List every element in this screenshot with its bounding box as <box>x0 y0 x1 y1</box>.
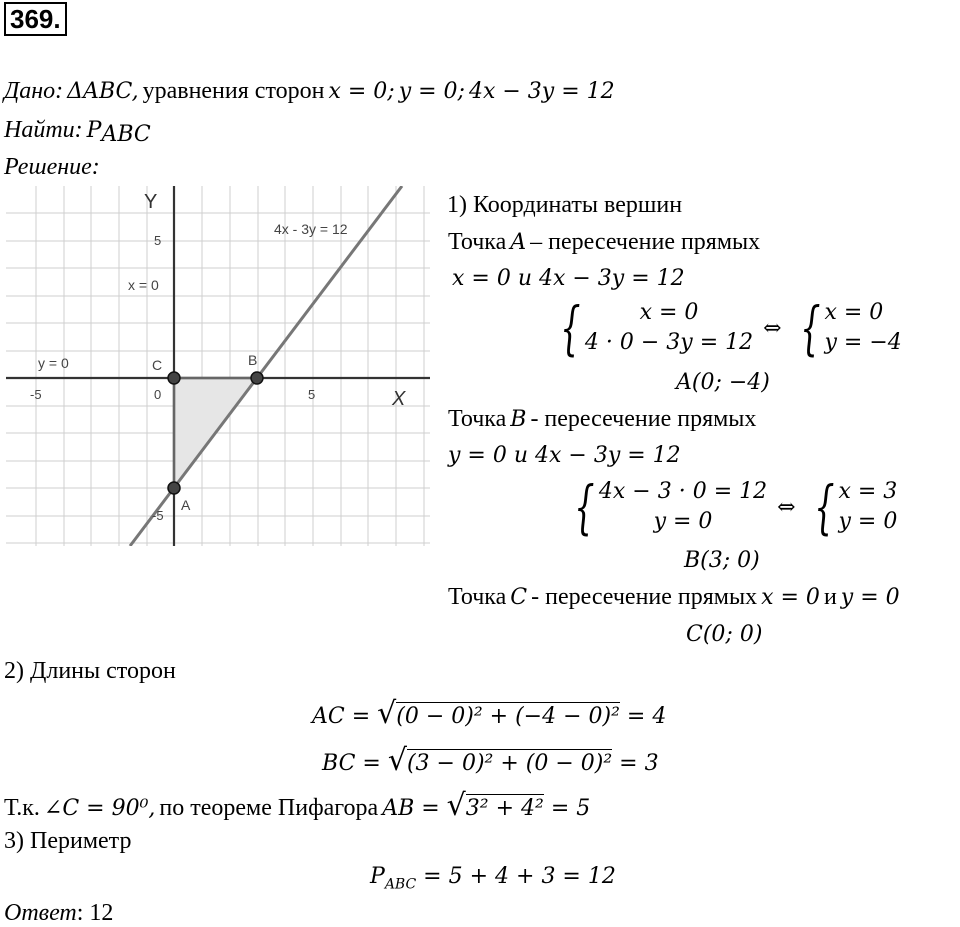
ac-rhs: = 4 <box>619 704 667 729</box>
given-eq3: 4x − 3y = 12 <box>468 79 615 104</box>
sysA-right-2: y = −4 <box>824 330 902 355</box>
step2-title: 2) Длины сторон <box>4 658 176 684</box>
y0-label: y = 0 <box>38 355 69 371</box>
tick-x5: 5 <box>308 387 316 402</box>
origin-label: 0 <box>154 387 162 402</box>
brace-icon: { <box>574 473 595 541</box>
ac-formula <box>312 696 666 731</box>
brace-icon: { <box>799 294 821 362</box>
systemA <box>552 294 902 362</box>
pyth-result: = 5 <box>543 796 591 821</box>
ac-lhs: AC = <box>312 704 378 729</box>
find-value: P <box>86 118 102 143</box>
pointA-eqs: x = 0 и 4x − 3y = 12 <box>452 266 685 291</box>
bc-radicand: (3 − 0)² + (0 − 0)² <box>406 751 613 776</box>
perimeter-expr: = 5 + 4 + 3 = 12 <box>416 864 616 889</box>
given-text: уравнения сторон <box>142 78 325 104</box>
problem-number: 369. <box>4 2 67 36</box>
find-sub: ABC <box>101 122 151 148</box>
line-label: 4x - 3y = 12 <box>274 221 348 237</box>
pyth-ab-formula <box>382 788 591 823</box>
given-triangle: ΔABC, <box>67 79 139 104</box>
systemB <box>566 473 898 541</box>
given-eq2: y = 0; <box>398 79 465 104</box>
step3-title: 3) Периметр <box>4 828 132 854</box>
iff-symbol: ⇔ <box>777 494 796 520</box>
brace-icon: { <box>560 294 581 362</box>
pointC-title <box>448 584 900 611</box>
sqrt-icon: √ <box>377 696 397 731</box>
pointC-name: C <box>510 585 528 610</box>
pyth-pre: Т.к. <box>4 795 40 821</box>
find-line <box>4 117 151 147</box>
given-eq1: x = 0; <box>328 79 395 104</box>
coordinate-graph <box>6 186 430 546</box>
ac-radicand: (0 − 0)² + (−4 − 0)² <box>396 704 620 729</box>
step1-title: 1) Координаты вершин <box>447 192 683 218</box>
given-label: Дано: <box>4 78 64 104</box>
answer-label: Ответ <box>4 900 77 926</box>
tick-xm5: -5 <box>30 387 42 402</box>
grid <box>6 186 430 546</box>
y-axis-label: Y <box>144 191 158 213</box>
tick-ym5: -5 <box>152 508 164 523</box>
find-label: Найти: <box>4 117 83 143</box>
bc-rhs: = 3 <box>612 751 659 776</box>
answer-line <box>4 900 113 927</box>
pointB-result: B(3; 0) <box>684 548 760 573</box>
pointA-title-post: – пересечение прямых <box>530 229 761 255</box>
answer-value: : 12 <box>76 900 114 926</box>
sqrt-icon: √ <box>387 743 407 778</box>
perimeter-sub: ABC <box>384 876 417 893</box>
bc-formula <box>322 743 659 778</box>
sysA-right-1: x = 0 <box>824 300 884 325</box>
pointB-title-post: - пересечение прямых <box>530 406 757 432</box>
sysB-right-1: x = 3 <box>838 479 898 504</box>
pointA-name: A <box>510 230 527 255</box>
x-axis-label: X <box>392 388 406 410</box>
pointB-title-pre: Точка <box>448 406 507 432</box>
perimeter-formula <box>370 864 616 892</box>
point-b-label: B <box>248 352 258 368</box>
sysB-right-2: y = 0 <box>838 509 898 534</box>
pyth-mid: по теореме Пифагора <box>159 795 379 821</box>
pointC-title-mid: - пересечение прямых <box>531 584 758 610</box>
sysA-left-1: x = 0 <box>639 300 699 325</box>
pointB-eqs: y = 0 и 4x − 3y = 12 <box>448 443 681 468</box>
perimeter-p: P <box>370 864 385 889</box>
point-b-dot <box>251 372 263 384</box>
pointB-name: B <box>510 407 527 432</box>
pointA-result: A(0; −4) <box>676 370 770 395</box>
pointC-eq2: y = 0 <box>840 585 900 610</box>
pointA-title-pre: Точка <box>448 229 507 255</box>
point-a-label: A <box>181 497 191 513</box>
brace-icon: { <box>813 473 835 541</box>
sysA-left-2: 4 · 0 − 3y = 12 <box>584 330 754 355</box>
pyth-radicand: 3² + 4² <box>465 796 544 821</box>
point-c-label: C <box>152 357 163 373</box>
pointC-eq1: x = 0 <box>761 585 820 610</box>
pointB-title <box>448 406 756 433</box>
sysB-left-2: y = 0 <box>653 509 713 534</box>
pointA-title <box>448 229 760 256</box>
pointC-and: и <box>823 584 837 610</box>
pyth-angle: ∠C = 90⁰, <box>43 796 156 821</box>
iff-symbol: ⇔ <box>763 315 782 341</box>
tick-y5: 5 <box>154 233 162 248</box>
pyth-ab: AB = <box>382 796 447 821</box>
pointC-result: C(0; 0) <box>686 622 763 647</box>
sqrt-icon: √ <box>446 788 466 823</box>
pointC-title-pre: Точка <box>448 584 507 610</box>
pythagoras-line <box>4 788 590 823</box>
point-c-dot <box>168 372 180 384</box>
bc-lhs: BC = <box>322 751 388 776</box>
given-line <box>4 78 615 105</box>
point-a-dot <box>168 482 180 494</box>
sysB-left-1: 4x − 3 · 0 = 12 <box>598 479 768 504</box>
x0-label: x = 0 <box>128 277 159 293</box>
solution-label: Решение: <box>4 154 100 180</box>
